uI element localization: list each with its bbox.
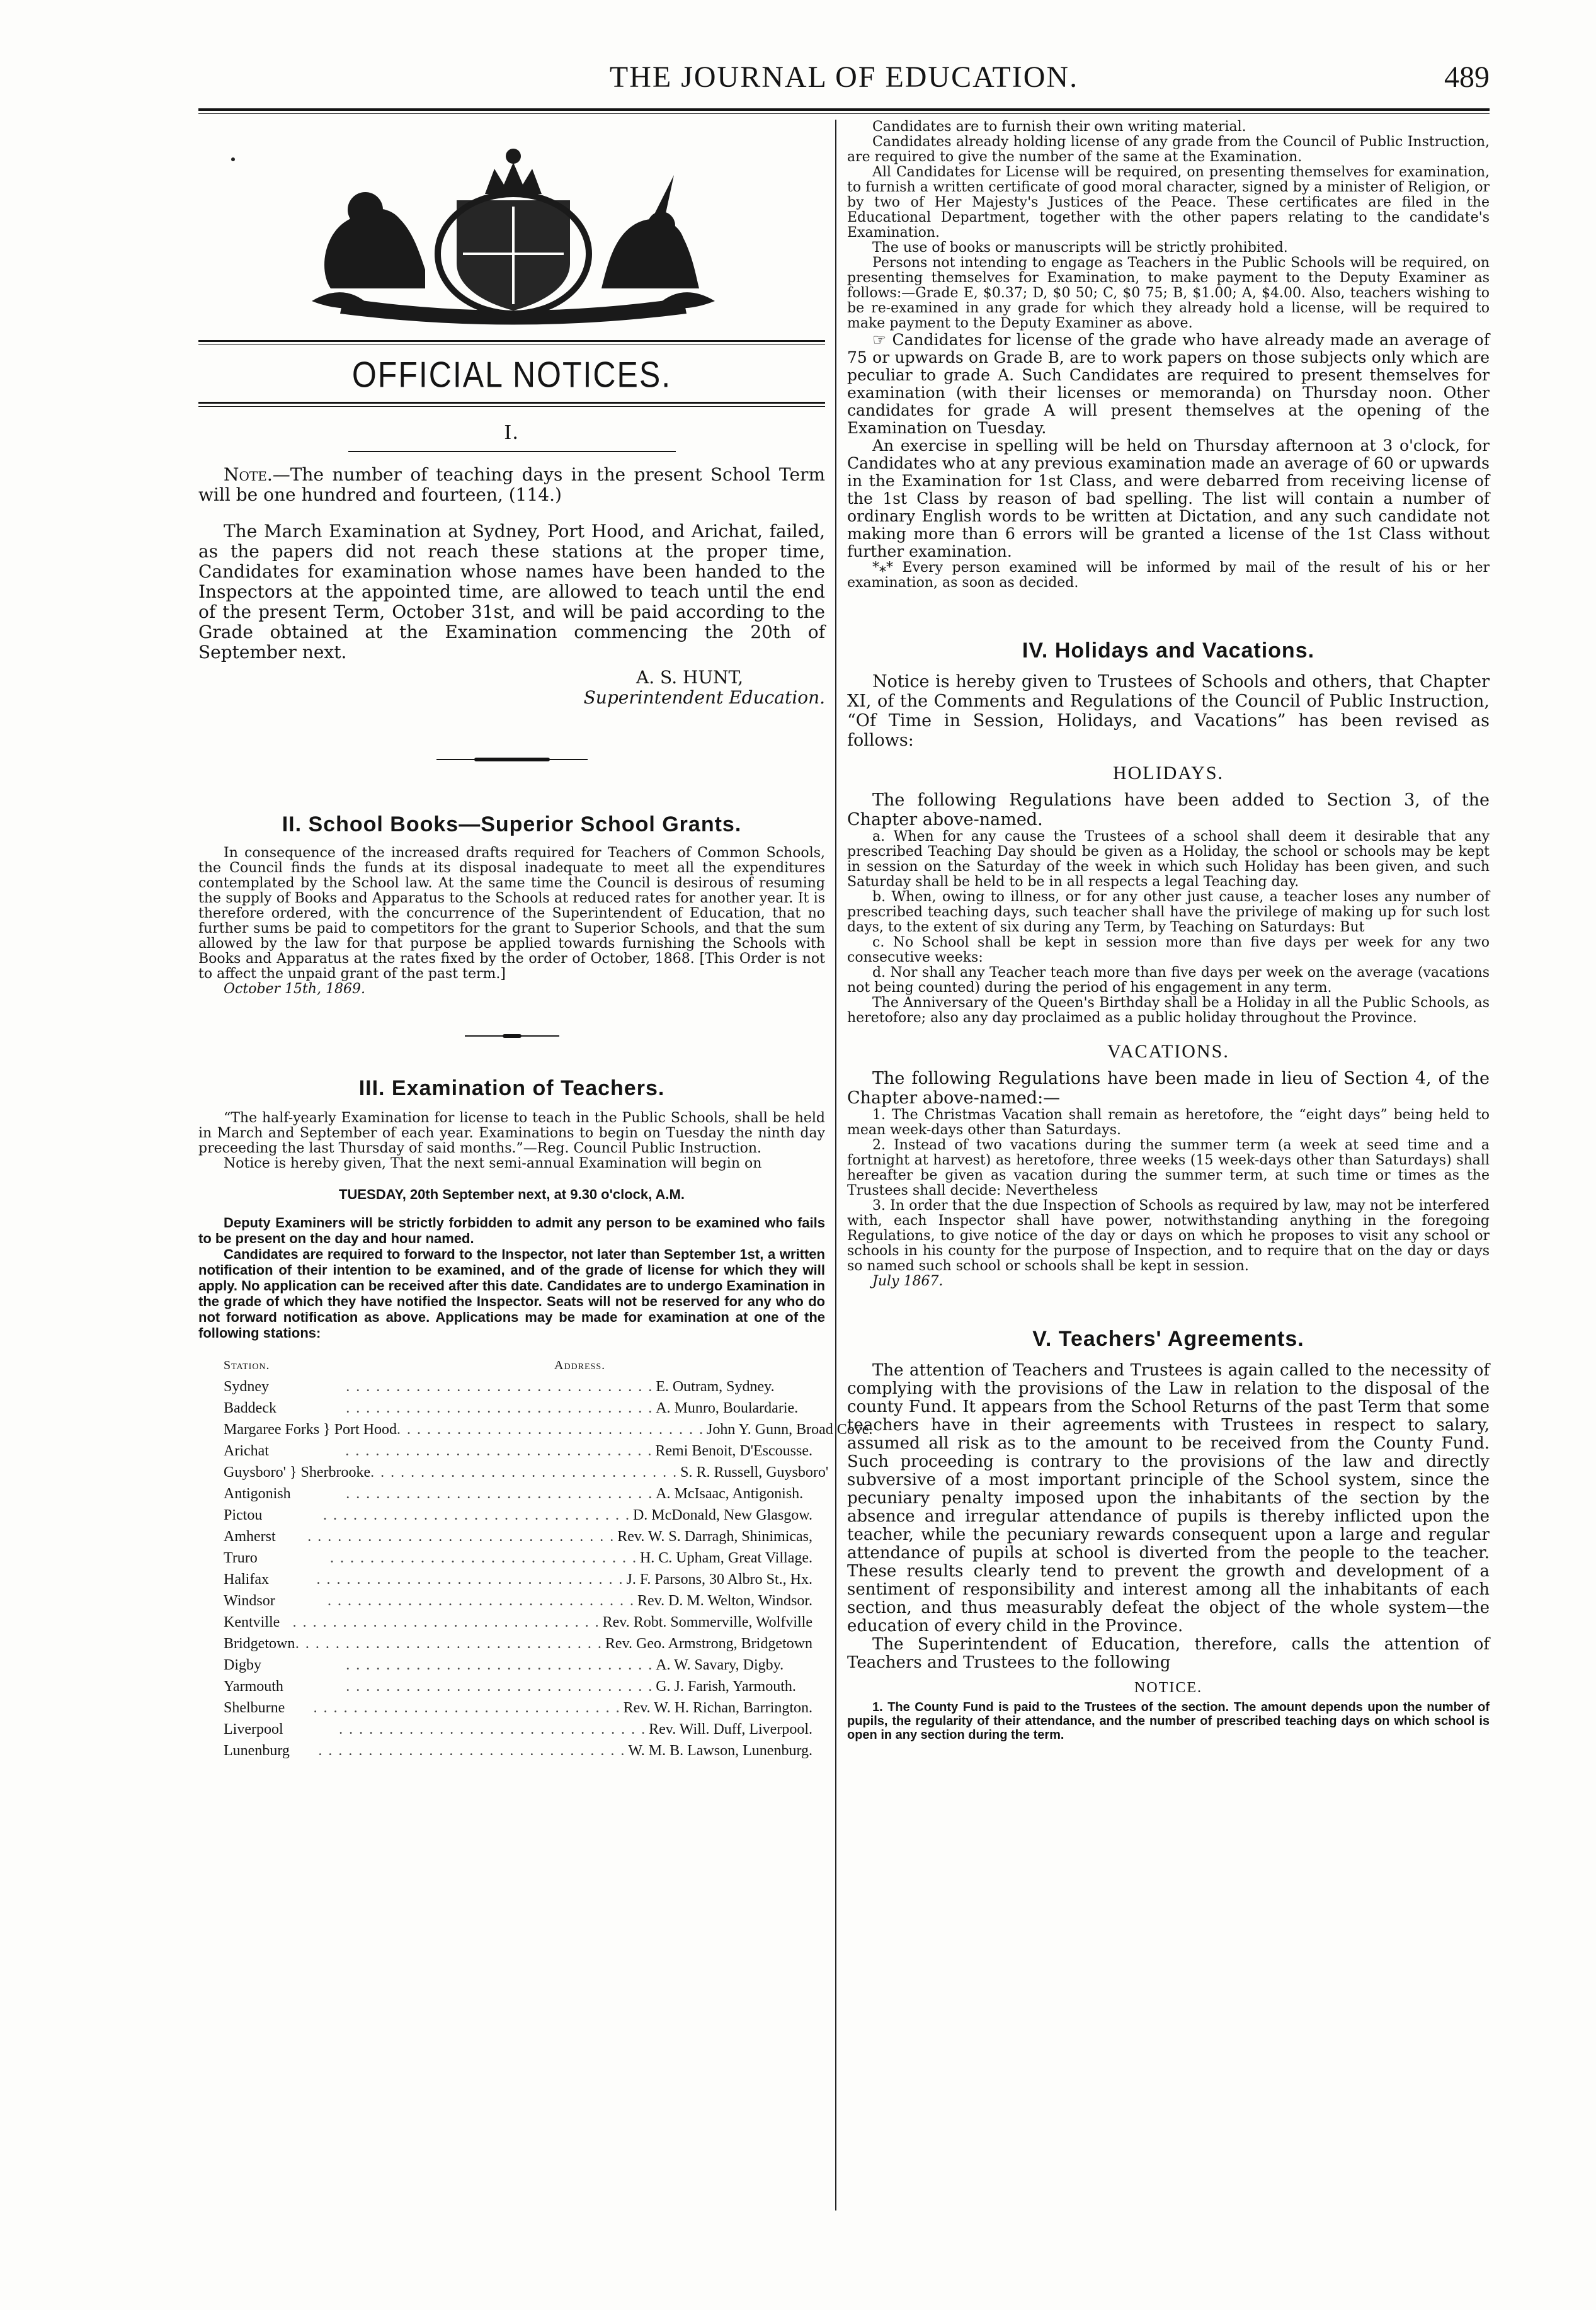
station-address: Rev. D. M. Welton, Windsor.: [637, 1593, 812, 1609]
exam-rule-3: All Candidates for License will be required, on presenting themselves for examination, to furnish a written certificate of good moral character, signed by a minister of Religion, or by two of Her Majesty's Justices of the Peace. These certificates are filed in the Educational Department, together with the other papers relating to the candidate's Examination.: [847, 164, 1490, 241]
dot-leader: . . . . . . . . . . . . . . . . . . . . . . . . . . . . . . .: [370, 1464, 678, 1481]
station-name: Pictou: [224, 1507, 263, 1523]
vacations-intro: The following Regulations have been made in lieu of Section 4, of the Chapter above-named:—: [847, 1069, 1490, 1108]
station-column-header: Station.: [224, 1358, 270, 1372]
station-address: E. Outram, Sydney.: [656, 1379, 775, 1395]
station-name: Liverpool: [224, 1721, 283, 1738]
section-4-heading: IV. Holidays and Vacations.: [1022, 639, 1315, 663]
station-row: [224, 1462, 829, 1483]
station-rows: [224, 1376, 873, 1761]
dot-leader: . . . . . . . . . . . . . . . . . . . . . . . . . . . . . . .: [292, 1614, 600, 1630]
holiday-item-c: c. No School shall be kept in session more than five days per week for any two consecutive weeks:: [847, 935, 1490, 965]
station-name: Truro: [224, 1550, 258, 1566]
result-note: *⁎* Every person examined will be informed by mail of the result of his or her examination, as soon as decided.: [847, 560, 1490, 591]
section-2-heading: II. School Books—Superior School Grants.: [282, 812, 742, 836]
station-address: Rev. W. S. Darragh, Shinimicas,: [617, 1528, 812, 1545]
station-name: Arichat: [224, 1443, 269, 1459]
regulation-quote: “The half-yearly Examination for license to teach in the Public Schools, shall be held in March and September of each year. Examinations to begin on Tuesday the ninth day preceeding the last Thursday of said months.”—Reg. Council Public Instruction.: [198, 1110, 825, 1156]
section-2-date: October 15th, 1869.: [224, 981, 366, 997]
vacations-heading: VACATIONS.: [1107, 1041, 1229, 1062]
section-2-paragraph: In consequence of the increased drafts required for Teachers of Common Schools, the Council finds the funds at its disposal inadequate to meet all the expenditures contemplated by the School law. At the same time the Council is desirous of resuming the supply of Books and Apparatus to the Schools at reduced rates for another year. It is therefore ordered, with the concurrence of the Superintendent of Education, that no further sums be paid to competitors for the grant to Superior Schools, and that the sum allowed by the law for that purpose be applied towards furnishing the Schools with Books and Apparatus at the rates fixed by the order of October, 1868. [This Order is not to affect the unpaid grant of the past term.]: [198, 845, 825, 982]
queens-birthday-item: The Anniversary of the Queen's Birthday shall be a Holiday in all the Public Schools, as heretofore; also any day proclaimed as a public holiday throughout the Province.: [847, 995, 1490, 1026]
coat-of-arms-engraving: [198, 125, 825, 333]
station-name: Guysboro' } Sherbrooke: [224, 1464, 371, 1481]
station-address: A. W. Savary, Digby.: [656, 1657, 784, 1673]
exam-rule-2: Candidates already holding license of any grade from the Council of Public Instruction, are required to give the number of the same at the Examination.: [847, 134, 1490, 165]
exam-rule-1: Candidates are to furnish their own writing material.: [872, 119, 1246, 135]
station-name: Sydney: [224, 1379, 269, 1395]
station-name: Yarmouth: [224, 1678, 283, 1695]
station-table: [198, 1355, 873, 1761]
station-address: Rev. W. H. Richan, Barrington.: [623, 1700, 812, 1716]
station-name: Shelburne: [224, 1700, 285, 1716]
address-column-header: Address.: [554, 1358, 606, 1372]
signature-title: Superintendent Education.: [583, 687, 825, 708]
station-name: Kentville: [224, 1614, 280, 1630]
station-address: Rev. Will. Duff, Liverpool.: [649, 1721, 812, 1738]
station-row: [224, 1676, 812, 1697]
note-paragraph: [198, 465, 825, 505]
agreements-paragraph: The attention of Teachers and Trustees is again called to the necessity of complying with the provisions of the Law in relation to the disposal of the county Fund. It appears from the School Returns of the past Term that some teachers have in their agreements with Trustees in respect to salary, assumed all risk as to the amount to be received from the County Fund. Such proceeding is contrary to the provisions of the law and directly subversive of a most important principle of the School system, since the pecuniary penalty imposed upon the inhabitants of the section by the absence and irregular attendance of pupils is thereby inflicted upon the teacher, while the pecuniary rewards consequent upon a large and regular attendance of pupils at school is diverted from the people to the teacher. These results clearly tend to prevent the growth and development of a sentiment of responsibility and interest among all the inhabitants of each section, and thus measurably defeat the object of the whole system—the education of every child in the Province.: [847, 1361, 1490, 1636]
dot-leader: . . . . . . . . . . . . . . . . . . . . . . . . . . . . . . .: [329, 1550, 637, 1566]
station-name: Halifax: [224, 1571, 269, 1588]
dot-leader: . . . . . . . . . . . . . . . . . . . . . . . . . . . . . . .: [313, 1700, 621, 1716]
left-column: [198, 120, 873, 2272]
station-row: [224, 1612, 812, 1633]
station-row: [224, 1719, 812, 1740]
station-name: Bridgetown: [224, 1636, 295, 1652]
exam-rule-4: The use of books or manuscripts will be strictly prohibited.: [872, 240, 1288, 256]
exam-continuation: [847, 120, 1490, 331]
dot-leader: . . . . . . . . . . . . . . . . . . . . . . . . . . . . . . .: [316, 1571, 624, 1588]
station-table-header: [224, 1355, 812, 1376]
spelling-paragraph: An exercise in spelling will be held on Thursday afternoon at 3 o'clock, for Candidates who at any previous examination made an average of 60 or upwards in the Examination for 1st Class, and were debarred from receiving license of the 1st Class by reason of bad spelling. The list will contain a number of ordinary English words to be written at Dictation, and any such candidate not making more than 6 errors will be granted a license of the 1st Class without further examination.: [847, 436, 1490, 560]
station-row: [224, 1419, 873, 1440]
dot-leader: . . . . . . . . . . . . . . . . . . . . . . . . . . . . . . .: [307, 1528, 615, 1545]
station-address: H. C. Upham, Great Village.: [639, 1550, 812, 1566]
note-label: Note.: [224, 464, 273, 485]
dot-leader: . . . . . . . . . . . . . . . . . . . . . . . . . . . . . . .: [322, 1507, 630, 1523]
station-row: [224, 1376, 812, 1397]
station-address: A. Munro, Boulardarie.: [656, 1400, 799, 1416]
station-row: [224, 1569, 812, 1590]
exam-date-line: TUESDAY, 20th September next, at 9.30 o'clock, A.M.: [339, 1186, 685, 1202]
grade-a-paragraph: ☞ Candidates for license of the grade who have already made an average of 75 or upwards on Grade B, are to work papers on those subjects only which are peculiar to grade A. Such Candidates are required to present themselves for examination (with their licenses or memoranda) on Thursday noon. Other candidates for grade A will present themselves at the opening of the Examination on Tuesday.: [847, 331, 1490, 437]
station-row: [224, 1740, 812, 1761]
running-title: THE JOURNAL OF EDUCATION.: [609, 60, 1079, 94]
masthead-rule-top: [198, 340, 825, 345]
dot-leader: . . . . . . . . . . . . . . . . . . . . . . . . . . . . . . .: [346, 1400, 654, 1416]
station-name: Windsor: [224, 1593, 275, 1609]
holiday-items: [847, 829, 1490, 1026]
station-row: [224, 1483, 812, 1505]
station-row: [224, 1547, 812, 1569]
station-address: W. M. B. Lawson, Lunenburg.: [628, 1743, 812, 1759]
station-name: Margaree Forks } Port Hood: [224, 1421, 397, 1438]
station-name: Baddeck: [224, 1400, 276, 1416]
holiday-item-b: b. When, owing to illness, or for any other just cause, a teacher loses any number of prescribed teaching days, such teacher shall have the privilege of making up for such lost days, to the extent of six during any Term, by Teaching on Saturdays: But: [847, 889, 1490, 935]
station-name: Antigonish: [224, 1486, 291, 1502]
station-row: [224, 1397, 812, 1419]
deputy-examiners-paragraph: Deputy Examiners will be strictly forbidden to admit any person to be examined who fails to be present on the day and hour named.: [198, 1215, 825, 1246]
section-5-heading: V. Teachers' Agreements.: [1032, 1327, 1304, 1351]
station-address: G. J. Farish, Yarmouth.: [656, 1678, 796, 1695]
holidays-regulations-intro: The following Regulations have been added to Section 3, of the Chapter above-named.: [847, 790, 1490, 829]
section-3-heading: III. Examination of Teachers.: [358, 1076, 665, 1100]
section-1-rule: [348, 451, 676, 452]
county-fund-notice: 1. The County Fund is paid to the Trustees of the section. The amount depends upon the number of pupils, the regularity of their attendance, and the number of prescribed teaching days on which school is open in any section during the term.: [847, 1700, 1490, 1742]
section-1-number: I.: [504, 421, 520, 444]
station-row: [224, 1654, 812, 1676]
right-column: [847, 120, 1490, 2272]
station-row: [224, 1633, 812, 1654]
vacation-item-1: 1. The Christmas Vacation shall remain as heretofore, the “eight days” being held to mean week-days other than Saturdays.: [847, 1107, 1490, 1138]
dot-leader: . . . . . . . . . . . . . . . . . . . . . . . . . . . . . . .: [346, 1657, 654, 1673]
exam-notice: Notice is hereby given, That the next semi-annual Examination will begin on: [224, 1156, 762, 1171]
station-address: Rev. Geo. Armstrong, Bridgetown: [605, 1636, 812, 1652]
station-row: [224, 1505, 812, 1526]
dot-leader: . . . . . . . . . . . . . . . . . . . . . . . . . . . . . . .: [346, 1678, 654, 1695]
dot-leader: . . . . . . . . . . . . . . . . . . . . . . . . . . . . . . .: [345, 1443, 653, 1459]
masthead-rule-bottom: [198, 402, 825, 407]
notice-title: NOTICE.: [1134, 1680, 1202, 1696]
station-name: Lunenburg: [224, 1743, 290, 1759]
station-address: John Y. Gunn, Broad Cove.: [707, 1421, 873, 1438]
header-rule: [198, 108, 1490, 114]
station-row: [224, 1697, 812, 1719]
station-address: A. McIsaac, Antigonish.: [656, 1486, 804, 1502]
dot-leader: . . . . . . . . . . . . . . . . . . . . . . . . . . . . . . .: [328, 1593, 635, 1609]
dot-leader: . . . . . . . . . . . . . . . . . . . . . . . . . . . . . . .: [346, 1486, 654, 1502]
vacation-items: [847, 1108, 1490, 1274]
station-address: Remi Benoit, D'Escousse.: [655, 1443, 812, 1459]
column-divider: [835, 120, 836, 2210]
station-address: Rev. Robt. Sommerville, Wolfville: [602, 1614, 812, 1630]
vacations-date: July 1867.: [872, 1273, 943, 1289]
dot-leader: . . . . . . . . . . . . . . . . . . . . . . . . . . . . . . .: [339, 1721, 647, 1738]
note-text: —The number of teaching days in the present School Term will be one hundred and fourteen, (114.): [198, 464, 825, 505]
royal-coat-of-arms: [198, 125, 825, 333]
running-head: [198, 60, 1490, 104]
dot-leader: . . . . . . . . . . . . . . . . . . . . . . . . . . . . . . .: [295, 1636, 603, 1652]
dot-leader: . . . . . . . . . . . . . . . . . . . . . . . . . . . . . . .: [318, 1743, 626, 1759]
signature: A. S. HUNT,: [636, 667, 743, 688]
holiday-item-a: a. When for any cause the Trustees of a school shall deem it desirable that any prescribed Teaching Day should be given as a Holiday, the school or schools may be kept in session on the Saturday of the week in which such Holiday has been given, and such Saturday shall be held to be in all respects a legal Teaching day.: [847, 829, 1490, 890]
dot-leader: . . . . . . . . . . . . . . . . . . . . . . . . . . . . . . .: [346, 1379, 654, 1395]
march-exam-paragraph: The March Examination at Sydney, Port Hood, and Arichat, failed, as the papers did not reach these stations at the proper time, Candidates for examination whose names have been handed to the Inspectors at the appointed time, are allowed to teach until the end of the present Term, October 31st, and will be paid according to the Grade obtained at the Examination commencing the 20th of September next.: [198, 521, 825, 663]
holidays-heading: HOLIDAYS.: [1112, 763, 1224, 783]
candidates-paragraph: Candidates are required to forward to the Inspector, not later than September 1st, a written notification of their intention to be examined, and of the grade of license for which they will apply. No application can be received after this date. Candidates are to undergo Examination in the grade of which they have notified the Inspector. Seats will not be reserved for any who do not forward notification as above. Applications may be made for examination at one of the following stations:: [198, 1246, 825, 1341]
vacation-item-3: 3. In order that the due Inspection of Schools as required by law, may not be interfered with, each Inspector shall have power, notwithstanding anything in the foregoing Regulations, to give notice of the day or days on which he proposes to visit any school or schools in his county for the purpose of Inspection, and to require that on the day or days so named such school or schools shall be kept in session.: [847, 1198, 1490, 1274]
official-notices-title: OFFICIAL NOTICES.: [351, 354, 672, 395]
exam-rule-5: Persons not intending to engage as Teachers in the Public Schools will be required, on presenting themselves for Examination, to make payment to the Deputy Examiner as follows:—Grade E, $0.37; D, $0 50; C, $0 75; B, $1.00; A, $4.00. Also, teachers wishing to be re-examined in any grade for which they already hold a license, will be required to make payment to the Deputy Examiner as above.: [847, 255, 1490, 331]
holiday-item-d: d. Nor shall any Teacher teach more than five days per week on the average (vacations not being counted) during the period of his engagement in any term.: [847, 965, 1490, 996]
station-address: J. F. Parsons, 30 Albro St., Hx.: [626, 1571, 812, 1588]
vacation-item-2: 2. Instead of two vacations during the summer term (a week at seed time and a fortnight at harvest) as heretofore, three weeks (15 week-days other than Saturdays) shall hereafter be given as vacation during the summer term, at such time or times as the Trustees shall decide: Nevertheless: [847, 1137, 1490, 1198]
station-name: Digby: [224, 1657, 261, 1673]
section-ornament: [465, 1032, 559, 1040]
superintendent-paragraph: The Superintendent of Education, therefore, calls the attention of Teachers and Trustees to the following: [847, 1635, 1490, 1672]
station-address: D. McDonald, New Glasgow.: [632, 1507, 812, 1523]
section-ornament: [436, 756, 588, 763]
station-name: Amherst: [224, 1528, 276, 1545]
station-address: S. R. Russell, Guysboro': [680, 1464, 829, 1481]
station-row: [224, 1526, 812, 1547]
page-number: 489: [1444, 60, 1490, 94]
station-row: [224, 1440, 812, 1462]
station-row: [224, 1590, 812, 1612]
holidays-intro: Notice is hereby given to Trustees of Schools and others, that Chapter XI, of the Comments and Regulations of the Council of Public Instruction, “Of Time in Session, Holidays, and Vacations” has been revised as follows:: [847, 672, 1490, 750]
dot-leader: . . . . . . . . . . . . . . . . . . . . . . . . . . . . . . .: [397, 1421, 705, 1438]
